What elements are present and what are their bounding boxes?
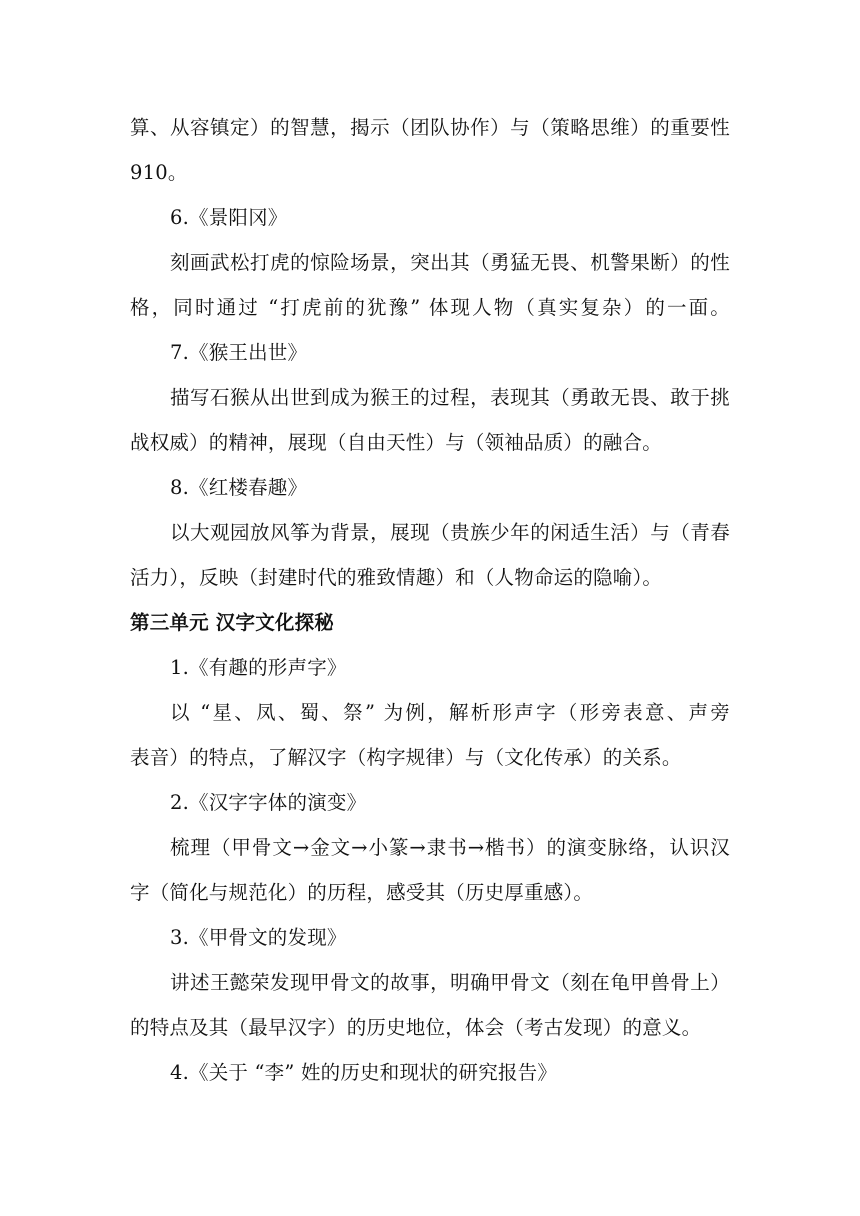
paragraph-line: 活力），反映（封建时代的雅致情趣）和（人物命运的隐喻）。: [130, 566, 663, 589]
paragraph-line: 字（简化与规范化）的历程，感受其（历史厚重感）。: [130, 881, 594, 904]
section-item-title: 6.《景阳冈》: [170, 206, 288, 229]
paragraph-line: 算、从容镇定）的智慧，揭示（团队协作）与（策略思维）的重要性: [130, 116, 730, 139]
paragraph-line: 格，同时通过 “打虎前的犹豫” 体现人物（真实复杂）的一面。: [130, 296, 730, 319]
paragraph-line: 910。: [130, 161, 188, 184]
section-item-title: 1.《有趣的形声字》: [170, 656, 347, 679]
section-item-title: 8.《红楼春趣》: [170, 476, 308, 499]
section-item-title: 7.《猴王出世》: [170, 341, 308, 364]
paragraph-line: 的特点及其（最早汉字）的历史地位，体会（考古发现）的意义。: [130, 1016, 702, 1039]
section-item-title: 4.《关于 “李” 姓的历史和现状的研究报告》: [170, 1061, 558, 1084]
paragraph-line: 梳理（甲骨文→金文→小篆→隶书→楷书）的演变脉络，认识汉: [170, 836, 730, 859]
paragraph-line: 描写石猴从出世到成为猴王的过程，表现其（勇敢无畏、敢于挑: [170, 386, 730, 409]
paragraph-line: 讲述王懿荣发现甲骨文的故事，明确甲骨文（刻在龟甲兽骨上）: [170, 971, 730, 994]
section-item-title: 3.《甲骨文的发现》: [170, 926, 347, 949]
paragraph-line: 以 “星、凤、蜀、祭” 为例，解析形声字（形旁表意、声旁: [170, 701, 730, 724]
paragraph-line: 以大观园放风筝为背景，展现（贵族少年的闲适生活）与（青春: [170, 521, 730, 544]
unit-heading: 第三单元 汉字文化探秘: [130, 611, 334, 634]
paragraph-line: 表音）的特点，了解汉字（构字规律）与（文化传承）的关系。: [130, 746, 682, 769]
section-item-title: 2.《汉字字体的演变》: [170, 791, 367, 814]
paragraph-line: 刻画武松打虎的惊险场景，突出其（勇猛无畏、机警果断）的性: [170, 251, 730, 274]
paragraph-line: 战权威）的精神，展现（自由天性）与（领袖品质）的融合。: [130, 431, 662, 454]
